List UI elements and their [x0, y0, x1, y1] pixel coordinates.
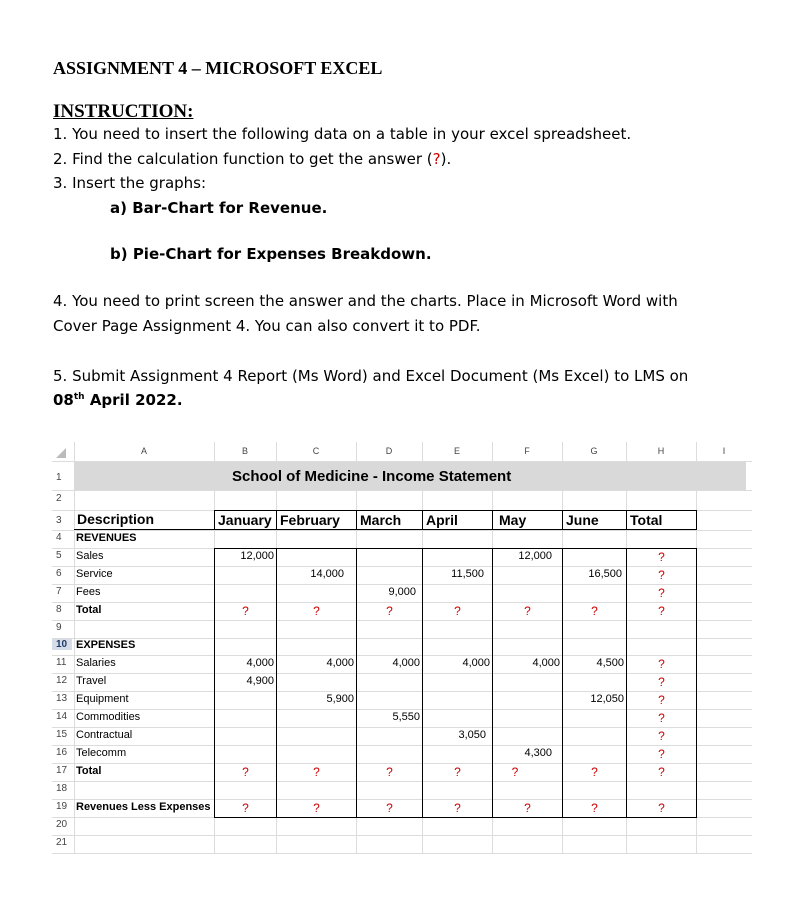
cell-net-feb[interactable]: ? — [313, 801, 320, 815]
row-number[interactable]: 14 — [56, 711, 68, 722]
col-header-c[interactable]: C — [312, 446, 320, 456]
col-header-i[interactable]: I — [722, 446, 726, 456]
row-number[interactable]: 15 — [56, 729, 68, 740]
row-number[interactable]: 6 — [56, 568, 62, 579]
col-header-h[interactable]: H — [657, 446, 665, 456]
row-number[interactable]: 20 — [56, 819, 68, 830]
step-4-line-1: 4. You need to print screen the answer and the charts. Place in Microsoft Word with — [53, 292, 678, 310]
step-3b: b) Pie-Chart for Expenses Breakdown. — [110, 245, 432, 263]
cell-salaries-total[interactable]: ? — [658, 657, 665, 671]
cell-fees-mar[interactable]: 9,000 — [388, 586, 416, 598]
cell-net-jan[interactable]: ? — [242, 801, 249, 815]
cell-rev-total-total[interactable]: ? — [658, 604, 665, 618]
grid-line — [52, 530, 752, 531]
cell-travel-jan[interactable]: 4,900 — [246, 675, 274, 687]
step-4-line-2: Cover Page Assignment 4. You can also convert it to PDF. — [53, 317, 481, 335]
cell-service-apr[interactable]: 11,500 — [451, 568, 484, 580]
cell-rev-total-feb[interactable]: ? — [313, 604, 320, 618]
label-revenues: REVENUES — [76, 532, 137, 544]
grid-line — [52, 835, 752, 836]
step-2-close: ). — [440, 150, 452, 168]
row-number[interactable]: 17 — [56, 765, 68, 776]
step-5-date — [53, 391, 183, 409]
date-rest: April 2022. — [84, 391, 183, 409]
header-january: January — [214, 510, 277, 530]
cell-exp-total-may[interactable]: ? — [511, 765, 519, 779]
step-2-question: ? — [432, 150, 441, 168]
assignment-title: ASSIGNMENT 4 – MICROSOFT EXCEL — [53, 58, 383, 78]
cell-sales-jan[interactable]: 12,000 — [240, 550, 274, 562]
cell-contractual-total[interactable]: ? — [658, 729, 665, 743]
row-number[interactable]: 5 — [56, 550, 62, 561]
row-number-selected[interactable]: 10 — [52, 639, 72, 650]
step-3: 3. Insert the graphs: — [53, 174, 207, 192]
cell-exp-total-jun[interactable]: ? — [591, 765, 598, 779]
label-fees: Fees — [76, 586, 101, 598]
header-april: April — [422, 510, 493, 530]
row-number[interactable]: 18 — [56, 783, 68, 794]
label-revenues-less-expenses: Revenues Less Expenses — [76, 801, 211, 813]
cell-equipment-total[interactable]: ? — [658, 693, 665, 707]
header-february: February — [276, 510, 357, 530]
cell-rev-total-may[interactable]: ? — [524, 604, 531, 618]
label-expense-total: Total — [76, 765, 102, 777]
cell-commodities-mar[interactable]: 5,550 — [392, 711, 420, 723]
cell-salaries-jan[interactable]: 4,000 — [246, 657, 274, 669]
label-travel: Travel — [76, 675, 107, 687]
spreadsheet — [52, 442, 752, 862]
header-may: May — [492, 510, 563, 530]
cell-exp-total-total[interactable]: ? — [658, 765, 665, 779]
cell-service-feb[interactable]: 14,000 — [310, 568, 344, 580]
step-3a: a) Bar-Chart for Revenue. — [110, 199, 328, 217]
row-number[interactable]: 13 — [56, 693, 68, 704]
label-revenue-total: Total — [76, 604, 102, 616]
cell-exp-total-mar[interactable]: ? — [386, 765, 393, 779]
cell-equipment-jun[interactable]: 12,050 — [590, 693, 624, 705]
label-salaries: Salaries — [76, 657, 116, 669]
row-number[interactable]: 19 — [56, 801, 68, 812]
step-2 — [53, 150, 451, 168]
row-number[interactable]: 9 — [56, 622, 62, 633]
cell-telecomm-total[interactable]: ? — [658, 747, 665, 761]
date-day: 08 — [53, 391, 74, 409]
cell-rev-total-jan[interactable]: ? — [242, 604, 249, 618]
cell-contractual-apr[interactable]: 3,050 — [458, 729, 486, 741]
row-number[interactable]: 12 — [56, 675, 68, 686]
col-header-b[interactable]: B — [241, 446, 248, 456]
row-number[interactable]: 16 — [56, 747, 68, 758]
grid-line — [52, 490, 752, 491]
col-header-e[interactable]: E — [453, 446, 460, 456]
cell-commodities-total[interactable]: ? — [658, 711, 665, 725]
step-2-text: 2. Find the calculation function to get the answer ( — [53, 150, 433, 168]
row-number[interactable]: 1 — [56, 472, 62, 483]
cell-exp-total-jan[interactable]: ? — [242, 765, 249, 779]
cell-equipment-feb[interactable]: 5,900 — [326, 693, 354, 705]
label-telecomm: Telecomm — [76, 747, 127, 759]
label-contractual: Contractual — [76, 729, 133, 741]
col-header-a[interactable]: A — [140, 446, 147, 456]
cell-sales-may[interactable]: 12,000 — [518, 550, 552, 562]
label-equipment: Equipment — [76, 693, 129, 705]
cell-net-apr[interactable]: ? — [454, 801, 461, 815]
cell-net-total[interactable]: ? — [658, 801, 665, 815]
col-header-g[interactable]: G — [590, 446, 598, 456]
row-number[interactable]: 11 — [56, 657, 67, 668]
cell-service-total[interactable]: ? — [658, 568, 665, 582]
row-number[interactable]: 3 — [56, 515, 62, 526]
row-number[interactable]: 2 — [56, 493, 62, 504]
grid-line — [52, 853, 752, 854]
step-5-line-1: 5. Submit Assignment 4 Report (Ms Word) and Excel Document (Ms Excel) to LMS on — [53, 367, 689, 385]
cell-service-jun[interactable]: 16,500 — [588, 568, 622, 580]
step-1: 1. You need to insert the following data on a table in your excel spreadsheet. — [53, 125, 632, 143]
cell-travel-total[interactable]: ? — [658, 675, 665, 689]
label-commodities: Commodities — [76, 711, 141, 723]
cell-net-mar[interactable]: ? — [386, 801, 393, 815]
row-number[interactable]: 7 — [56, 586, 62, 597]
cell-net-may[interactable]: ? — [524, 801, 531, 815]
cell-exp-total-feb[interactable]: ? — [313, 765, 320, 779]
cell-rev-total-apr[interactable]: ? — [454, 604, 461, 618]
header-description: Description — [74, 510, 215, 530]
cell-salaries-mar[interactable]: 4,000 — [392, 657, 420, 669]
header-total: Total — [626, 510, 697, 530]
cell-rev-total-jun[interactable]: ? — [591, 604, 598, 618]
cell-sales-total[interactable]: ? — [658, 550, 665, 564]
cell-rev-total-mar[interactable]: ? — [386, 604, 393, 618]
select-all-icon[interactable] — [56, 448, 66, 458]
label-service: Service — [76, 568, 113, 580]
row-number[interactable]: 4 — [56, 532, 62, 543]
row-number[interactable]: 8 — [56, 604, 62, 615]
instruction-heading: INSTRUCTION: — [53, 101, 194, 122]
cell-salaries-jun[interactable]: 4,500 — [596, 657, 624, 669]
cell-salaries-feb[interactable]: 4,000 — [326, 657, 354, 669]
cell-salaries-may[interactable]: 4,000 — [532, 657, 560, 669]
row-number[interactable]: 21 — [56, 837, 68, 848]
label-sales: Sales — [76, 550, 104, 562]
col-header-d[interactable]: D — [385, 446, 393, 456]
cell-net-jun[interactable]: ? — [591, 801, 598, 815]
col-header-f[interactable]: F — [524, 446, 530, 456]
header-june: June — [562, 510, 627, 530]
label-expenses: EXPENSES — [76, 639, 136, 651]
cell-telecomm-may[interactable]: 4,300 — [524, 747, 552, 759]
cell-fees-total[interactable]: ? — [658, 586, 665, 600]
cell-exp-total-apr[interactable]: ? — [454, 765, 461, 779]
sheet-title: School of Medicine - Income Statement — [232, 468, 512, 485]
date-suffix: th — [73, 392, 85, 402]
cell-salaries-apr[interactable]: 4,000 — [462, 657, 490, 669]
header-march: March — [356, 510, 423, 530]
